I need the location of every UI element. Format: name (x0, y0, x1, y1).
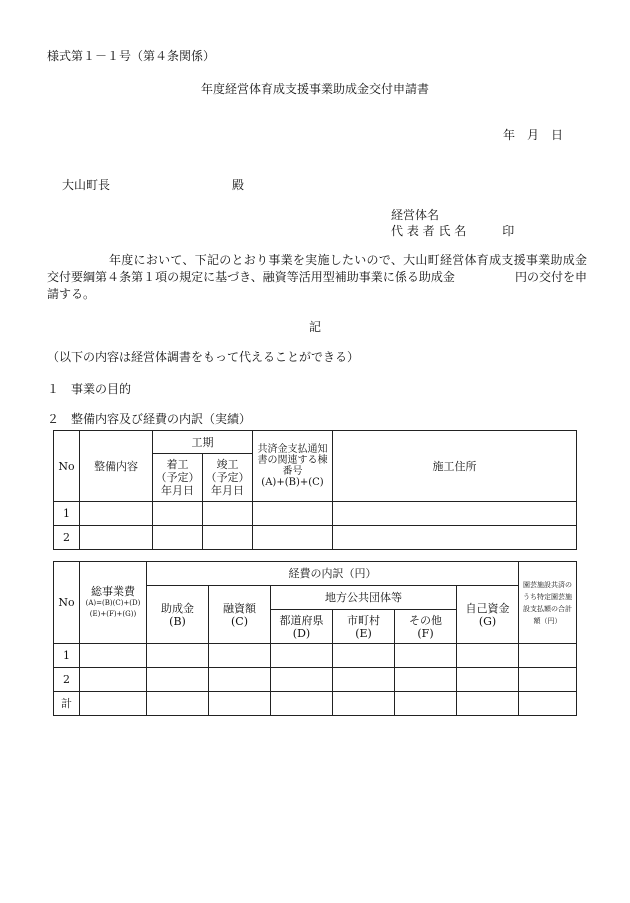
table-cell[interactable] (153, 502, 203, 526)
row-number: 1 (54, 644, 80, 668)
total-row-label: 計 (54, 692, 80, 716)
col-horticulture-payment: 園芸施設共済のうち特定園芸施設支払額の合計額（円） (519, 562, 577, 644)
table-cell[interactable] (519, 668, 577, 692)
table-cell[interactable] (395, 692, 457, 716)
col-municipality: 市町村 (E) (333, 610, 395, 644)
table-cell[interactable] (80, 692, 147, 716)
col-other: その他 (F) (395, 610, 457, 644)
col-self-fund: 自己資金 (G) (457, 586, 519, 644)
table-cell[interactable] (80, 502, 153, 526)
col-site: 施工住所 (333, 431, 577, 502)
col-period: 工期 (153, 431, 253, 454)
total-cost-label: 総事業費 (91, 585, 135, 598)
table-cell[interactable] (253, 526, 333, 550)
table-cell[interactable] (519, 644, 577, 668)
col-subsidy: 助成金 (B) (147, 586, 209, 644)
addressee: 大山町長 (62, 178, 111, 192)
document-title: 年度経営体育成支援事業助成金交付申請書 (200, 82, 429, 96)
table-cell[interactable] (80, 668, 147, 692)
row-number: 2 (54, 668, 80, 692)
application-body-text: 年度において、下記のとおり事業を実施したいので、大山町経営体育成支援事業助成金交付要綱第４条第１項の規定に基づき、融資等活用型補助事業に係る助成金 円の交付を申請する。 (47, 253, 587, 301)
table-cell[interactable] (457, 668, 519, 692)
cost-table (53, 561, 577, 716)
table-cell[interactable] (333, 668, 395, 692)
table-cell[interactable] (333, 692, 395, 716)
ki-heading: 記 (308, 320, 321, 334)
section-1-heading: １ 事業の目的 (47, 382, 132, 396)
row-number: 1 (54, 502, 80, 526)
table-cell[interactable] (203, 526, 253, 550)
col-content: 整備内容 (80, 431, 153, 502)
note-text: （以下の内容は経営体調書をもって代えることができる） (47, 350, 360, 364)
table-cell[interactable] (209, 692, 271, 716)
section-2-heading: ２ 整備内容及び経費の内訳（実績） (47, 412, 252, 426)
table-cell[interactable] (147, 692, 209, 716)
applicant-rep-label: 代 表 者 氏 名 印 (391, 224, 515, 238)
table-cell[interactable] (457, 644, 519, 668)
col-breakdown: 経費の内訳（円） (147, 562, 519, 586)
col-loan: 融資額 (C) (209, 586, 271, 644)
applicant-org-label: 経営体名 (391, 208, 440, 222)
table-cell[interactable] (271, 692, 333, 716)
table-cell[interactable] (253, 502, 333, 526)
table-cell[interactable] (209, 644, 271, 668)
table-cell[interactable] (203, 502, 253, 526)
table-cell[interactable] (80, 644, 147, 668)
table-cell[interactable] (519, 692, 577, 716)
col-no: No (54, 562, 80, 644)
table-cell[interactable] (153, 526, 203, 550)
table-cell[interactable] (333, 644, 395, 668)
date-line: 年 月 日 (503, 128, 564, 142)
col-no: No (54, 431, 80, 502)
form-number: 様式第１－１号（第４条関係） (47, 49, 216, 63)
table-cell[interactable] (271, 668, 333, 692)
table-cell[interactable] (209, 668, 271, 692)
col-end-date: 竣工 （予定） 年月日 (203, 454, 253, 502)
row-number: 2 (54, 526, 80, 550)
table-cell[interactable] (457, 692, 519, 716)
col-mutual-aid: 共済金支払通知書の関連する棟番号 (A)+(B)+(C) (253, 431, 333, 502)
honorific: 殿 (232, 178, 245, 192)
col-total-cost (80, 562, 147, 644)
table-cell[interactable] (333, 502, 577, 526)
work-table (53, 430, 577, 550)
table-cell[interactable] (80, 526, 153, 550)
table-cell[interactable] (395, 668, 457, 692)
table-cell[interactable] (395, 644, 457, 668)
col-local-gov: 地方公共団体等 (271, 586, 457, 610)
col-prefecture: 都道府県 (D) (271, 610, 333, 644)
table-cell[interactable] (147, 644, 209, 668)
table-cell[interactable] (147, 668, 209, 692)
table-cell[interactable] (271, 644, 333, 668)
col-start-date: 着工 （予定） 年月日 (153, 454, 203, 502)
table-cell[interactable] (333, 526, 577, 550)
total-cost-formula: (A)=(B)(C)+(D)(E)+(F)+(G)) (85, 599, 141, 618)
